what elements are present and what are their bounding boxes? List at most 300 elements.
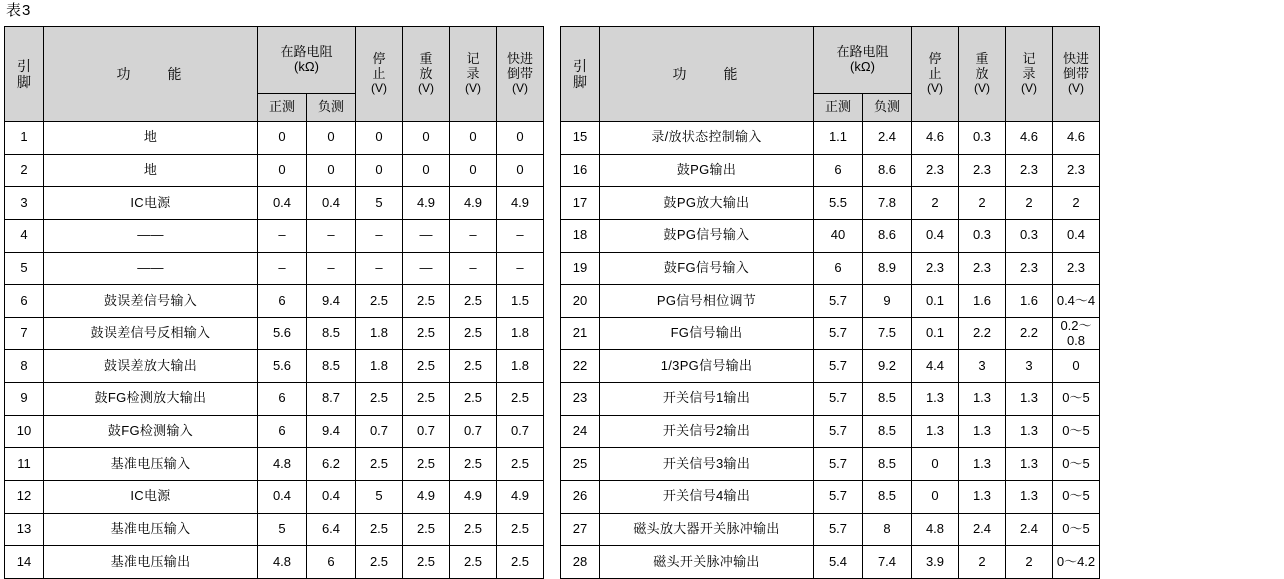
table-row: [5, 122, 544, 155]
header-mode-play: [959, 27, 1006, 122]
cell-resistance-reverse: 9.4: [307, 415, 356, 448]
cell-pin: 5: [5, 252, 44, 285]
cell-function: ——: [44, 252, 258, 285]
cell-play: 2.5: [403, 513, 450, 546]
cell-record: 4.9: [450, 481, 497, 514]
cell-resistance-forward: 5.7: [814, 513, 863, 546]
cell-ff-rew: 0～5: [1053, 448, 1100, 481]
header-row-1-left: [5, 27, 544, 94]
header-mode-record: [1006, 27, 1053, 122]
header-mode-record-unit: (V): [465, 81, 481, 96]
cell-function: 开关信号1输出: [600, 383, 814, 416]
cell-stop: 5: [356, 187, 403, 220]
cell-ff-rew: 2.3: [1053, 252, 1100, 285]
header-resistance-title: 在路电阻: [836, 44, 889, 60]
cell-play: 2.5: [403, 546, 450, 579]
header-mode-ff-line2: 倒带: [506, 65, 533, 81]
table-body-right: [561, 122, 1100, 579]
cell-play: 1.6: [959, 285, 1006, 318]
cell-resistance-forward: 0: [258, 154, 307, 187]
cell-resistance-forward: 0: [258, 122, 307, 155]
header-mode-record-line2: 录: [466, 65, 480, 81]
header-mode-play-line1: 重: [975, 50, 989, 66]
header-mode-ff-line1: 快进: [1062, 50, 1089, 66]
cell-resistance-forward: 6: [258, 415, 307, 448]
cell-ff-rew: 0: [497, 122, 544, 155]
cell-resistance-reverse: 8.5: [307, 350, 356, 383]
cell-ff-rew: 0～5: [1053, 415, 1100, 448]
cell-resistance-reverse: 8.5: [863, 448, 912, 481]
cell-stop: 2.5: [356, 285, 403, 318]
cell-resistance-forward: 5.7: [814, 448, 863, 481]
cell-stop: 4.6: [912, 122, 959, 155]
cell-play: 0: [403, 122, 450, 155]
cell-resistance-reverse: 6.4: [307, 513, 356, 546]
cell-record: 2.5: [450, 285, 497, 318]
cell-function: 地: [44, 122, 258, 155]
cell-record: 4.9: [450, 187, 497, 220]
cell-pin: 4: [5, 219, 44, 252]
cell-pin: 18: [561, 219, 600, 252]
cell-ff-rew: –: [497, 252, 544, 285]
cell-ff-rew: 0.2～0.8: [1053, 317, 1100, 350]
table-row: [5, 546, 544, 579]
header-resistance: [814, 27, 912, 94]
cell-ff-rew: 1.8: [497, 350, 544, 383]
cell-play: 2.5: [403, 448, 450, 481]
header-mode-play-unit: (V): [974, 81, 990, 96]
cell-pin: 19: [561, 252, 600, 285]
pin-table-left: [4, 26, 544, 579]
header-mode-stop-unit: (V): [371, 81, 387, 96]
cell-resistance-reverse: 9.4: [307, 285, 356, 318]
cell-resistance-reverse: 9: [863, 285, 912, 318]
cell-ff-rew: 1.5: [497, 285, 544, 318]
table-row: [5, 219, 544, 252]
cell-ff-rew: 2.3: [1053, 154, 1100, 187]
cell-resistance-forward: –: [258, 252, 307, 285]
header-resistance-unit: (kΩ): [850, 59, 875, 75]
cell-pin: 20: [561, 285, 600, 318]
cell-record: 2.5: [450, 448, 497, 481]
header-mode-ff-line2: 倒带: [1062, 65, 1089, 81]
cell-pin: 17: [561, 187, 600, 220]
cell-record: 0.7: [450, 415, 497, 448]
cell-record: 0: [450, 122, 497, 155]
table-row: [5, 187, 544, 220]
header-mode-play-line2: 放: [975, 65, 989, 81]
cell-pin: 11: [5, 448, 44, 481]
table-row: [561, 317, 1100, 350]
cell-stop: 0: [356, 154, 403, 187]
cell-pin: 9: [5, 383, 44, 416]
header-pin-line2: 脚: [573, 74, 587, 90]
cell-function: 基准电压输入: [44, 448, 258, 481]
header-function: 功 能: [44, 27, 258, 122]
cell-stop: 2.3: [912, 154, 959, 187]
cell-play: 1.3: [959, 481, 1006, 514]
cell-pin: 23: [561, 383, 600, 416]
cell-record: 1.6: [1006, 285, 1053, 318]
table-row: [5, 513, 544, 546]
table-row: [561, 122, 1100, 155]
cell-resistance-reverse: 0.4: [307, 187, 356, 220]
cell-stop: 0: [356, 122, 403, 155]
header-mode-record-unit: (V): [1021, 81, 1037, 96]
table-header-left: [5, 27, 544, 122]
header-mode-record-line1: 记: [466, 50, 480, 66]
cell-resistance-reverse: 0.4: [307, 481, 356, 514]
cell-stop: 0.1: [912, 317, 959, 350]
cell-pin: 21: [561, 317, 600, 350]
cell-resistance-forward: 1.1: [814, 122, 863, 155]
cell-resistance-forward: 5.7: [814, 383, 863, 416]
header-mode-record-line1: 记: [1022, 50, 1036, 66]
cell-record: 1.3: [1006, 383, 1053, 416]
table-row: [561, 154, 1100, 187]
cell-pin: 15: [561, 122, 600, 155]
cell-ff-rew: 2.5: [497, 546, 544, 579]
cell-resistance-reverse: 8.5: [863, 481, 912, 514]
cell-resistance-forward: 0.4: [258, 481, 307, 514]
cell-function: 鼓PG信号输入: [600, 219, 814, 252]
cell-stop: 2.5: [356, 383, 403, 416]
cell-stop: 4.8: [912, 513, 959, 546]
cell-play: 0.3: [959, 122, 1006, 155]
header-mode-ff-line1: 快进: [506, 50, 533, 66]
cell-stop: 2.5: [356, 448, 403, 481]
cell-resistance-forward: 5.6: [258, 350, 307, 383]
cell-record: 2.4: [1006, 513, 1053, 546]
cell-ff-rew: 2: [1053, 187, 1100, 220]
cell-stop: 1.3: [912, 415, 959, 448]
cell-record: 0.3: [1006, 219, 1053, 252]
cell-function: 基准电压输入: [44, 513, 258, 546]
cell-resistance-reverse: 9.2: [863, 350, 912, 383]
cell-resistance-forward: 5.7: [814, 350, 863, 383]
header-sub-reverse: 负测: [307, 94, 356, 122]
cell-function: ——: [44, 219, 258, 252]
cell-record: 2.5: [450, 513, 497, 546]
cell-resistance-reverse: 8.5: [863, 383, 912, 416]
header-pin-line1: 引: [573, 57, 587, 74]
cell-resistance-forward: 0.4: [258, 187, 307, 220]
cell-function: 地: [44, 154, 258, 187]
cell-ff-rew: 0: [1053, 350, 1100, 383]
cell-function: 鼓误差信号输入: [44, 285, 258, 318]
cell-ff-rew: 0.4: [1053, 219, 1100, 252]
cell-record: 4.6: [1006, 122, 1053, 155]
cell-function: IC电源: [44, 187, 258, 220]
cell-resistance-forward: 5.7: [814, 415, 863, 448]
header-mode-stop: [912, 27, 959, 122]
cell-record: 0: [450, 154, 497, 187]
cell-resistance-forward: 5.4: [814, 546, 863, 579]
cell-record: 2.2: [1006, 317, 1053, 350]
cell-play: 3: [959, 350, 1006, 383]
cell-resistance-forward: 5.5: [814, 187, 863, 220]
cell-play: 0.3: [959, 219, 1006, 252]
header-mode-stop-line1: 停: [928, 50, 942, 66]
cell-record: –: [450, 219, 497, 252]
table-row: [561, 350, 1100, 383]
cell-function: 鼓FG检测输入: [44, 415, 258, 448]
cell-function: 开关信号4输出: [600, 481, 814, 514]
cell-pin: 26: [561, 481, 600, 514]
header-mode-stop: [356, 27, 403, 122]
cell-resistance-forward: 4.8: [258, 546, 307, 579]
cell-play: 1.3: [959, 448, 1006, 481]
table-row: [561, 513, 1100, 546]
cell-play: 2.5: [403, 285, 450, 318]
cell-resistance-reverse: 6: [307, 546, 356, 579]
cell-stop: 0: [912, 481, 959, 514]
table-row: [561, 448, 1100, 481]
header-sub-forward: 正测: [258, 94, 307, 122]
cell-resistance-forward: 5: [258, 513, 307, 546]
cell-ff-rew: 0.4～4: [1053, 285, 1100, 318]
cell-pin: 14: [5, 546, 44, 579]
cell-resistance-reverse: 0: [307, 122, 356, 155]
tables-container: [4, 26, 1280, 570]
table-row: [561, 546, 1100, 579]
table-row: [561, 219, 1100, 252]
header-mode-play-line1: 重: [419, 50, 433, 66]
cell-resistance-reverse: 7.4: [863, 546, 912, 579]
cell-resistance-forward: 6: [258, 285, 307, 318]
cell-pin: 6: [5, 285, 44, 318]
cell-function: 鼓FG信号输入: [600, 252, 814, 285]
table-row: [5, 285, 544, 318]
header-resistance-title: 在路电阻: [280, 44, 333, 60]
cell-record: 3: [1006, 350, 1053, 383]
cell-ff-rew: 0～4.2: [1053, 546, 1100, 579]
cell-ff-rew: 4.6: [1053, 122, 1100, 155]
header-sub-forward: 正测: [814, 94, 863, 122]
cell-play: 2.4: [959, 513, 1006, 546]
cell-pin: 27: [561, 513, 600, 546]
cell-ff-rew: 4.9: [497, 187, 544, 220]
cell-record: 2.5: [450, 317, 497, 350]
cell-play: 1.3: [959, 383, 1006, 416]
cell-play: 0.7: [403, 415, 450, 448]
cell-record: 1.3: [1006, 448, 1053, 481]
cell-play: 2.5: [403, 383, 450, 416]
cell-pin: 8: [5, 350, 44, 383]
cell-play: 4.9: [403, 187, 450, 220]
cell-stop: 4.4: [912, 350, 959, 383]
header-mode-stop-line2: 止: [372, 65, 386, 81]
cell-play: 2.2: [959, 317, 1006, 350]
cell-function: 开关信号2输出: [600, 415, 814, 448]
table-row: [5, 383, 544, 416]
header-mode-stop-unit: (V): [927, 81, 943, 96]
cell-play: 2.5: [403, 350, 450, 383]
cell-play: 0: [403, 154, 450, 187]
cell-record: 1.3: [1006, 415, 1053, 448]
cell-stop: 0.7: [356, 415, 403, 448]
cell-ff-rew: 0: [497, 154, 544, 187]
table-row: [561, 481, 1100, 514]
cell-play: —: [403, 219, 450, 252]
cell-function: 鼓误差放大输出: [44, 350, 258, 383]
cell-resistance-reverse: 8.6: [863, 154, 912, 187]
cell-function: 录/放状态控制输入: [600, 122, 814, 155]
cell-pin: 24: [561, 415, 600, 448]
cell-ff-rew: 2.5: [497, 513, 544, 546]
cell-resistance-forward: 5.7: [814, 481, 863, 514]
table-row: [5, 350, 544, 383]
table-row: [5, 154, 544, 187]
cell-stop: 1.8: [356, 350, 403, 383]
cell-record: 2.5: [450, 350, 497, 383]
cell-resistance-reverse: 0: [307, 154, 356, 187]
cell-function: IC电源: [44, 481, 258, 514]
cell-resistance-forward: 5.7: [814, 317, 863, 350]
cell-resistance-forward: –: [258, 219, 307, 252]
table-row: [561, 415, 1100, 448]
cell-record: 2.5: [450, 383, 497, 416]
cell-function: 鼓误差信号反相输入: [44, 317, 258, 350]
table-row: [561, 252, 1100, 285]
cell-play: 2: [959, 546, 1006, 579]
cell-resistance-forward: 5.6: [258, 317, 307, 350]
header-resistance-unit: (kΩ): [294, 59, 319, 75]
table-body-left: [5, 122, 544, 579]
cell-function: 鼓PG放大输出: [600, 187, 814, 220]
header-mode-ff-unit: (V): [512, 81, 528, 96]
header-mode-ff-rew: [1053, 27, 1100, 122]
cell-stop: 2: [912, 187, 959, 220]
cell-ff-rew: –: [497, 219, 544, 252]
header-mode-ff-unit: (V): [1068, 81, 1084, 96]
header-function: 功 能: [600, 27, 814, 122]
cell-resistance-forward: 40: [814, 219, 863, 252]
cell-stop: –: [356, 252, 403, 285]
cell-ff-rew: 0～5: [1053, 383, 1100, 416]
cell-ff-rew: 0～5: [1053, 481, 1100, 514]
cell-resistance-forward: 6: [814, 154, 863, 187]
cell-pin: 12: [5, 481, 44, 514]
cell-resistance-reverse: 8.7: [307, 383, 356, 416]
cell-ff-rew: 0.7: [497, 415, 544, 448]
cell-function: PG信号相位调节: [600, 285, 814, 318]
cell-record: 2.3: [1006, 252, 1053, 285]
cell-function: FG信号输出: [600, 317, 814, 350]
cell-ff-rew: 0～5: [1053, 513, 1100, 546]
cell-function: 鼓PG输出: [600, 154, 814, 187]
header-pin: [561, 27, 600, 122]
cell-stop: 0.4: [912, 219, 959, 252]
cell-resistance-forward: 6: [258, 383, 307, 416]
cell-record: 2.3: [1006, 154, 1053, 187]
cell-resistance-reverse: 8.6: [863, 219, 912, 252]
cell-resistance-reverse: 8.9: [863, 252, 912, 285]
cell-ff-rew: 2.5: [497, 448, 544, 481]
cell-record: 2.5: [450, 546, 497, 579]
cell-ff-rew: 4.9: [497, 481, 544, 514]
cell-record: 2: [1006, 187, 1053, 220]
cell-function: 1/3PG信号输出: [600, 350, 814, 383]
table-row: [5, 252, 544, 285]
cell-stop: 2.5: [356, 546, 403, 579]
cell-play: 1.3: [959, 415, 1006, 448]
cell-function: 开关信号3输出: [600, 448, 814, 481]
cell-ff-rew: 2.5: [497, 383, 544, 416]
cell-stop: 0: [912, 448, 959, 481]
cell-resistance-forward: 5.7: [814, 285, 863, 318]
header-mode-record-line2: 录: [1022, 65, 1036, 81]
table-row: [5, 415, 544, 448]
cell-resistance-reverse: 8.5: [307, 317, 356, 350]
table-row: [5, 448, 544, 481]
cell-resistance-reverse: 8: [863, 513, 912, 546]
table-row: [5, 317, 544, 350]
cell-play: —: [403, 252, 450, 285]
table-caption: 表3: [6, 2, 32, 19]
pin-table-right: [560, 26, 1100, 579]
cell-stop: 2.5: [356, 513, 403, 546]
cell-function: 基准电压输出: [44, 546, 258, 579]
header-mode-record: [450, 27, 497, 122]
header-resistance: [258, 27, 356, 94]
cell-resistance-reverse: 7.5: [863, 317, 912, 350]
cell-ff-rew: 1.8: [497, 317, 544, 350]
cell-record: –: [450, 252, 497, 285]
header-mode-stop-line1: 停: [372, 50, 386, 66]
table-row: [561, 187, 1100, 220]
cell-pin: 13: [5, 513, 44, 546]
cell-pin: 2: [5, 154, 44, 187]
header-pin-line1: 引: [17, 57, 31, 74]
cell-pin: 1: [5, 122, 44, 155]
cell-resistance-reverse: 2.4: [863, 122, 912, 155]
table-row: [561, 285, 1100, 318]
header-mode-ff-rew: [497, 27, 544, 122]
cell-record: 2: [1006, 546, 1053, 579]
header-pin-line2: 脚: [17, 74, 31, 90]
cell-pin: 16: [561, 154, 600, 187]
header-pin: [5, 27, 44, 122]
cell-function: 磁头开关脉冲输出: [600, 546, 814, 579]
cell-resistance-reverse: –: [307, 219, 356, 252]
cell-play: 2.5: [403, 317, 450, 350]
header-mode-stop-line2: 止: [928, 65, 942, 81]
cell-pin: 28: [561, 546, 600, 579]
cell-pin: 22: [561, 350, 600, 383]
cell-play: 2: [959, 187, 1006, 220]
cell-stop: 2.3: [912, 252, 959, 285]
cell-stop: 1.8: [356, 317, 403, 350]
cell-play: 2.3: [959, 252, 1006, 285]
cell-stop: 1.3: [912, 383, 959, 416]
cell-function: 磁头放大器开关脉冲输出: [600, 513, 814, 546]
cell-pin: 25: [561, 448, 600, 481]
cell-pin: 7: [5, 317, 44, 350]
cell-resistance-forward: 6: [814, 252, 863, 285]
table-row: [561, 383, 1100, 416]
cell-stop: –: [356, 219, 403, 252]
cell-stop: 3.9: [912, 546, 959, 579]
cell-resistance-reverse: 8.5: [863, 415, 912, 448]
header-mode-play: [403, 27, 450, 122]
cell-resistance-reverse: 6.2: [307, 448, 356, 481]
cell-resistance-reverse: 7.8: [863, 187, 912, 220]
cell-stop: 0.1: [912, 285, 959, 318]
header-sub-reverse: 负测: [863, 94, 912, 122]
header-mode-play-unit: (V): [418, 81, 434, 96]
cell-play: 4.9: [403, 481, 450, 514]
